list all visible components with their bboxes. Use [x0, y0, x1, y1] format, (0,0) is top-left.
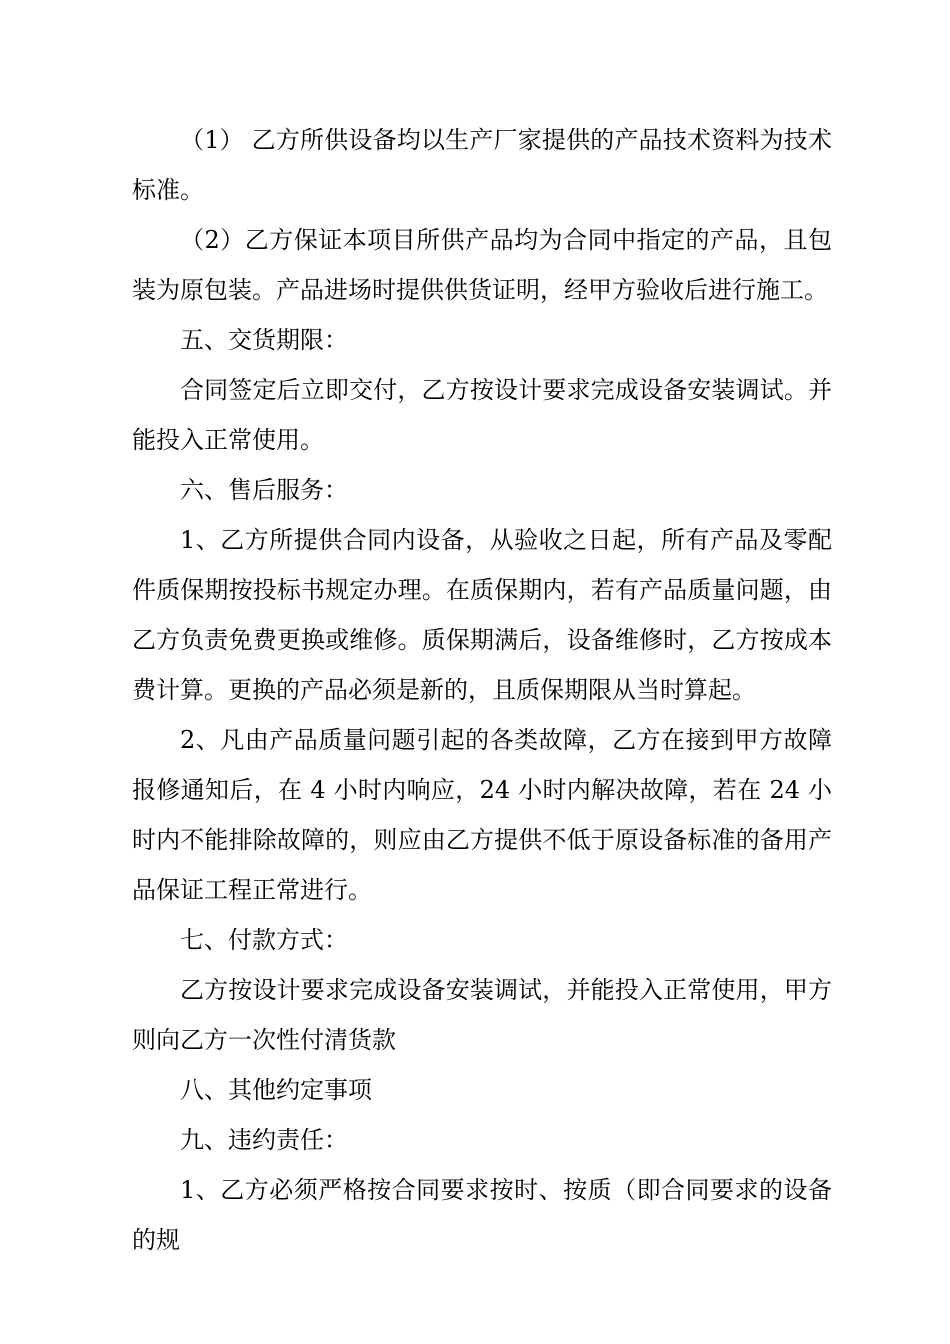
section-9-heading-breach-liability: 九、违约责任： — [180, 1126, 348, 1154]
sub-clause-2: （2）乙方保证本项目所供产品均为合同中指定的产品，且包装为原包装。产品进场时提供供货证明，经甲方验收后进行施工。 — [132, 226, 832, 304]
section-9-clause-1: 1、乙方必须严格按合同要求按时、按质（即合同要求的设备的规 — [132, 1176, 832, 1254]
section-7-body: 乙方按设计要求完成设备安装调试，并能投入正常使用，甲方则向乙方一次性付清货款 — [132, 976, 832, 1054]
section-5-heading-delivery-deadline: 五、交货期限： — [180, 326, 348, 354]
section-6-clause-2: 2、凡由产品质量问题引起的各类故障，乙方在接到甲方故障报修通知后，在 4 小时内响应，24 小时内解决故障，若在 24 小时内不能排除故障的，则应由乙方提供不低于原设备标准的备用产品保证工程正常进行。 — [132, 726, 832, 904]
sub-clause-1: （1） 乙方所供设备均以生产厂家提供的产品技术资料为技术标准。 — [132, 126, 832, 204]
section-6-heading-after-sales-service: 六、售后服务： — [180, 476, 348, 504]
section-6-clause-1: 1、乙方所提供合同内设备，从验收之日起，所有产品及零配件质保期按投标书规定办理。在质保期内，若有产品质量问题，由乙方负责免费更换或维修。质保期满后，设备维修时，乙方按成本费计算。更换的产品必须是新的，且质保期限从当时算起。 — [132, 526, 832, 704]
section-5-body: 合同签定后立即交付，乙方按设计要求完成设备安装调试。并能投入正常使用。 — [132, 376, 832, 454]
section-8-heading-other-agreed-matters: 八、其他约定事项 — [180, 1076, 372, 1104]
section-7-heading-payment-method: 七、付款方式： — [180, 926, 348, 954]
